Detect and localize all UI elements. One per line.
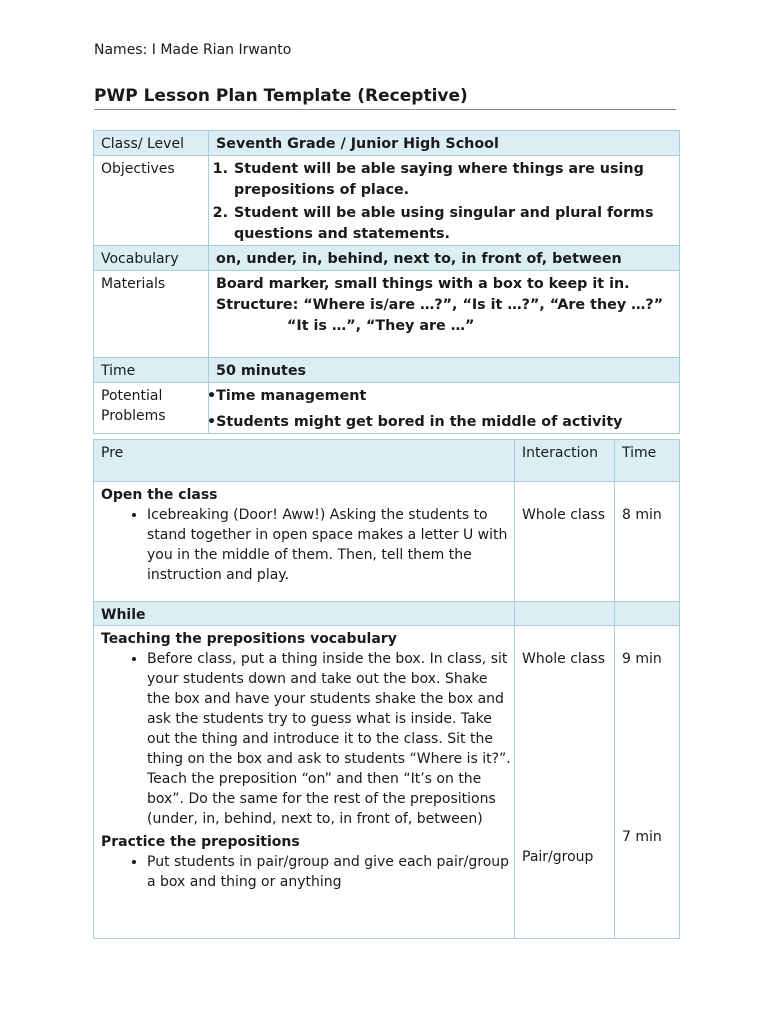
vocabulary-row xyxy=(94,246,680,271)
time-row xyxy=(94,358,680,383)
activity-heading: Teaching the prepositions vocabulary xyxy=(101,631,397,647)
problems-label: Potential Problems xyxy=(94,383,209,434)
structure-line: Structure: “Where is/are …?”, “Is it …?”, “Are they …?” xyxy=(216,297,664,313)
problem-item: •Time management xyxy=(207,388,367,404)
class-level-row xyxy=(94,131,680,156)
stages-header-row xyxy=(94,440,680,482)
practice-interaction: Pair/group xyxy=(522,849,594,865)
time-header: Time xyxy=(615,440,680,482)
practice-time: 7 min xyxy=(622,829,662,845)
while-stage-label: While xyxy=(94,602,515,626)
objectives-list xyxy=(209,159,679,245)
objective-item: 1. Student will be able saying where things are using prepositions of place. xyxy=(233,159,679,201)
while-activity xyxy=(94,626,515,939)
lesson-info-table xyxy=(93,130,680,434)
vocabulary-label: Vocabulary xyxy=(94,246,209,271)
activity-steps xyxy=(101,852,514,892)
objectives-value xyxy=(209,156,680,246)
while-time xyxy=(615,626,680,939)
while-time-empty xyxy=(615,602,680,626)
document-title: PWP Lesson Plan Template (Receptive) xyxy=(94,86,468,106)
objective-item: 2. Student will be able using singular and plural forms questions and statements. xyxy=(233,203,679,245)
problems-value xyxy=(209,383,680,434)
time-value: 50 minutes xyxy=(209,358,680,383)
stage-header: Pre xyxy=(94,440,515,482)
materials-value xyxy=(209,271,680,358)
activity-heading: Open the class xyxy=(101,487,218,503)
pre-interaction: Whole class xyxy=(515,482,615,602)
pre-activity xyxy=(94,482,515,602)
problems-row xyxy=(94,383,680,434)
time-label: Time xyxy=(94,358,209,383)
activity-heading: Practice the prepositions xyxy=(101,834,300,850)
while-stage-row xyxy=(94,626,680,939)
pre-time: 8 min xyxy=(615,482,680,602)
objectives-label: Objectives xyxy=(94,156,209,246)
problem-item: •Students might get bored in the middle of activity xyxy=(207,414,623,430)
teaching-interaction: Whole class xyxy=(522,651,605,667)
title-underline xyxy=(94,109,676,110)
interaction-header: Interaction xyxy=(515,440,615,482)
materials-line: Board marker, small things with a box to keep it in. xyxy=(216,276,630,292)
activity-steps xyxy=(101,505,514,585)
activity-step: • Icebreaking (Door! Aww!) Asking the students to stand together in open space makes a letter U with you in the middle of them. Then, tell them the instruction and play. xyxy=(147,505,514,585)
objectives-row xyxy=(94,156,680,246)
lesson-stages-table xyxy=(93,439,680,939)
materials-row xyxy=(94,271,680,358)
while-interaction-empty xyxy=(515,602,615,626)
structure-answers-line: “It is …”, “They are …” xyxy=(287,318,475,334)
while-stage-label-row xyxy=(94,602,680,626)
while-interaction xyxy=(515,626,615,939)
teaching-time: 9 min xyxy=(622,651,662,667)
activity-step: • Put students in pair/group and give each pair/group a box and thing or anything xyxy=(147,852,514,892)
class-level-label: Class/ Level xyxy=(94,131,209,156)
names-line: Names: I Made Rian Irwanto xyxy=(94,42,292,58)
vocabulary-value: on, under, in, behind, next to, in front of, between xyxy=(209,246,680,271)
class-level-value: Seventh Grade / Junior High School xyxy=(209,131,680,156)
activity-steps xyxy=(101,649,514,829)
materials-label: Materials xyxy=(94,271,209,358)
activity-step: • Before class, put a thing inside the box. In class, sit your students down and take out the box. Shake the box and have your students shake the box and ask the students try to guess what is inside. Take out the thing and introduce it to the class. Sit the thing on the box and ask to students “Where is it?”. Teach the preposition “on” and then “It’s on the box”. Do the same for the rest of the prepositions (under, in, behind, next to, in front of, between) xyxy=(147,649,514,829)
pre-stage-row xyxy=(94,482,680,602)
